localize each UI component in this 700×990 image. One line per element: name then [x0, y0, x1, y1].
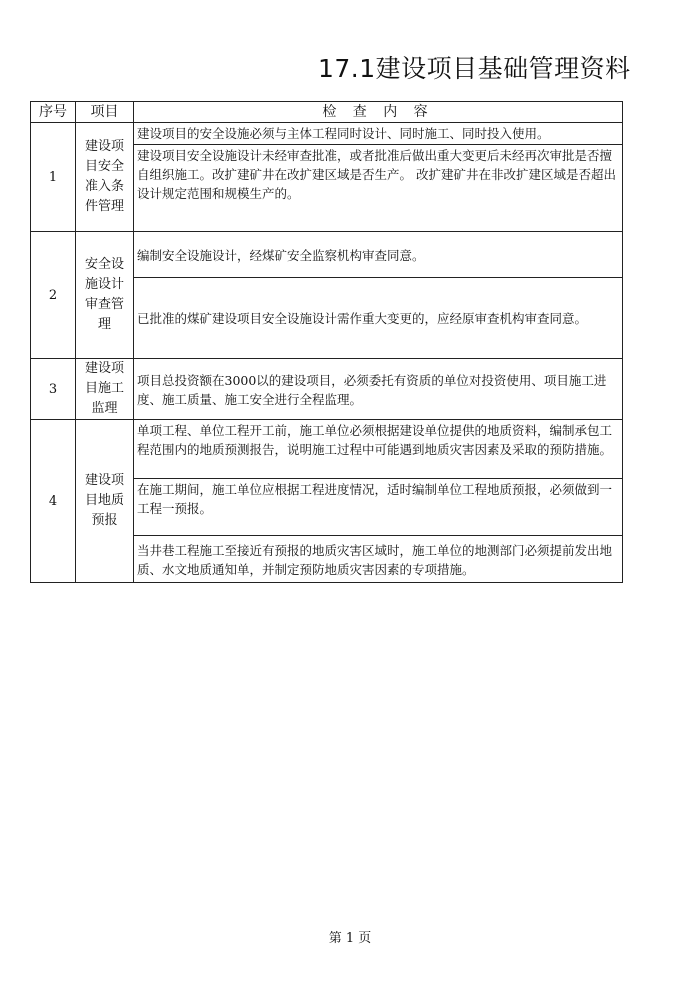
content-cell: 编制安全设施设计，经煤矿安全监察机构审查同意。 — [134, 232, 623, 278]
serial-no-cell: 1 — [31, 123, 76, 232]
page-number: 第 1 页 — [328, 931, 372, 946]
content-cell: 当井巷工程施工至接近有预报的地质灾害区域时，施工单位的地测部门必须提前发出地质、水文地质通知单，并制定预防地质灾害因素的专项措施。 — [134, 536, 623, 583]
content-cell: 已批准的煤矿建设项目安全设施设计需作重大变更的，应经原审查机构审查同意。 — [134, 278, 623, 359]
serial-no-cell: 4 — [31, 420, 76, 583]
header-serial-no: 序号 — [31, 102, 76, 123]
inspection-table — [30, 101, 623, 583]
serial-no-cell: 3 — [31, 359, 76, 420]
table-row — [31, 232, 623, 278]
page-title: 17.1建设项目基础管理资料 — [318, 54, 631, 83]
item-cell: 安全设施设计审查管理 — [76, 232, 134, 359]
table-header-row — [31, 102, 623, 123]
content-cell: 项目总投资额在3000以的建设项目，必须委托有资质的单位对投资使用、项目施工进度、施工质量、施工安全进行全程监理。 — [134, 359, 623, 420]
item-cell: 建设项目安全准入条件管理 — [76, 123, 134, 232]
table-row — [31, 359, 623, 420]
table-row — [31, 123, 623, 145]
content-cell: 在施工期间，施工单位应根据工程进度情况，适时编制单位工程地质预报，必须做到一工程一预报。 — [134, 479, 623, 536]
content-cell: 单项工程、单位工程开工前，施工单位必须根据建设单位提供的地质资料，编制承包工程范围内的地质预测报告，说明施工过程中可能遇到地质灾害因素及采取的预防措施。 — [134, 420, 623, 479]
header-item: 项目 — [76, 102, 134, 123]
serial-no-cell: 2 — [31, 232, 76, 359]
content-cell: 建设项目安全设施设计未经审查批准，或者批准后做出重大变更后未经再次审批是否擅自组织施工。改扩建矿井在改扩建区域是否生产。 改扩建矿井在非改扩建区域是否超出设计规定范围和规模生产的。 — [134, 145, 623, 232]
header-inspection-content: 检 查 内 容 — [134, 102, 623, 123]
content-cell: 建设项目的安全设施必须与主体工程同时设计、同时施工、同时投入使用。 — [134, 123, 623, 145]
table-row — [31, 420, 623, 479]
item-cell: 建设项目施工监理 — [76, 359, 134, 420]
item-cell: 建设项目地质预报 — [76, 420, 134, 583]
